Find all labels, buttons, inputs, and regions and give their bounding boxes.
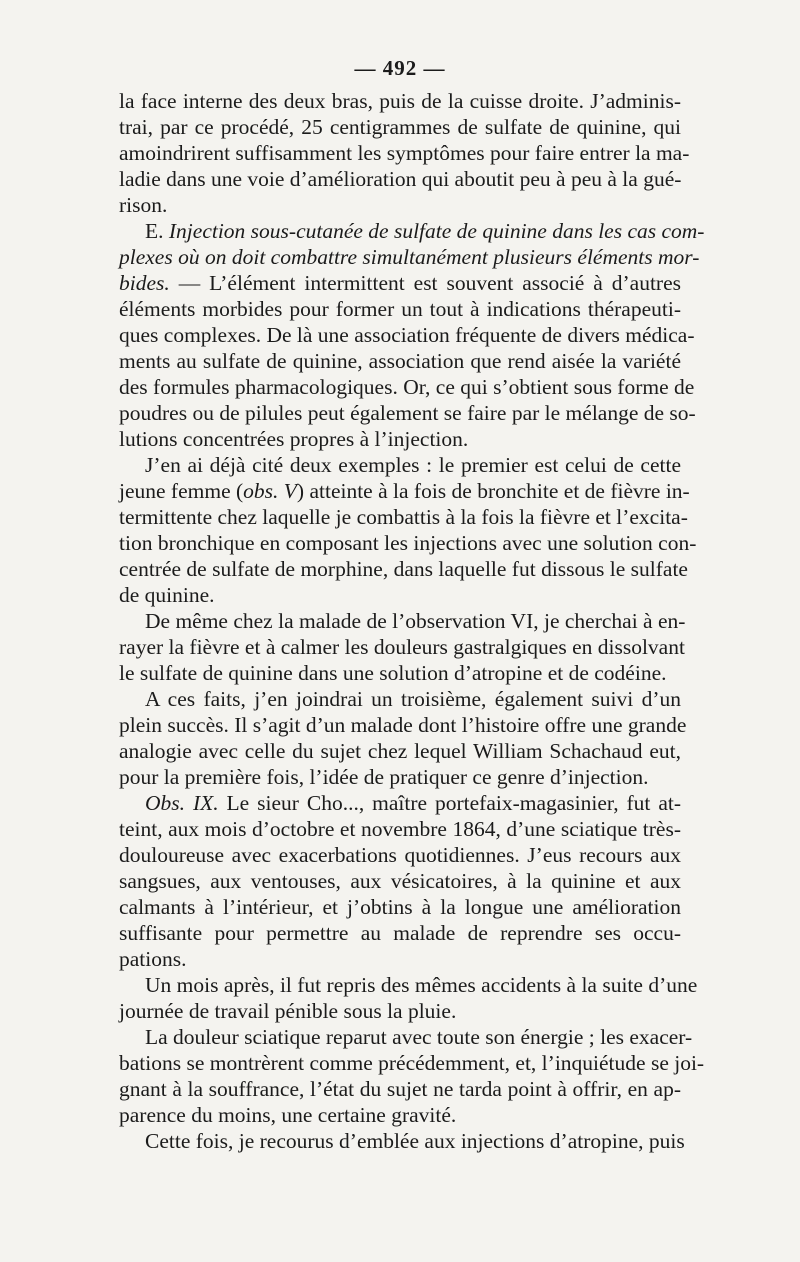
text-line: pations. xyxy=(119,947,187,971)
text-line: journée de travail pénible sous la pluie. xyxy=(119,999,457,1023)
text-line: bations se montrèrent comme précédemment, et, l’inquiétude se joi- xyxy=(119,1051,705,1075)
text-line: des formules pharmacologiques. Or, ce qui s’obtient sous forme de xyxy=(119,375,695,399)
text-line: rison. xyxy=(119,193,168,217)
text-line: lutions concentrées propres à l’injection. xyxy=(119,427,469,451)
text-line: sangsues, aux ventouses, aux vésicatoires, à la quinine et aux xyxy=(119,869,681,893)
text-line: le sulfate de quinine dans une solution d’atropine et de codéine. xyxy=(119,661,667,685)
text-line xyxy=(119,244,700,270)
text-line: Un mois après, il fut repris des mêmes accidents à la suite d’une xyxy=(145,973,698,997)
text-line: teint, aux mois d’octobre et novembre 1864, d’une sciatique très- xyxy=(119,817,681,841)
text-line: éléments morbides pour former un tout à indications thérapeuti- xyxy=(119,297,681,321)
text-line: termittente chez laquelle je combattis à la fois la fièvre et l’excita- xyxy=(119,505,688,529)
text-line: A ces faits, j’en joindrai un troisième, également suivi d’un xyxy=(145,687,681,711)
page-number: — 492 — xyxy=(354,56,446,80)
text-line: centrée de sulfate de morphine, dans laquelle fut dissous le sulfate xyxy=(119,557,688,581)
text-line: rayer la fièvre et à calmer les douleurs gastralgiques en dissolvant xyxy=(119,635,685,659)
italic-text: Injection sous-cutanée de sulfate de quinine dans les cas com- xyxy=(168,219,705,243)
text-line: parence du moins, une certaine gravité. xyxy=(119,1103,457,1127)
text-line: poudres ou de pilules peut également se faire par le mélange de so- xyxy=(119,401,696,425)
text-line xyxy=(119,218,705,244)
text-line: de quinine. xyxy=(119,583,215,607)
italic-text: Obs. IX. xyxy=(145,791,219,815)
text-line xyxy=(119,790,681,816)
text-line: La douleur sciatique reparut avec toute son énergie ; les exacer- xyxy=(145,1025,693,1049)
text-line: douloureuse avec exacerbations quotidiennes. J’eus recours aux xyxy=(119,843,681,867)
text-line: Cette fois, je recourus d’emblée aux injections d’atropine, puis xyxy=(145,1129,685,1153)
text-line: J’en ai déjà cité deux exemples : le premier est celui de cette xyxy=(145,453,681,477)
italic-text: obs. V xyxy=(243,479,297,503)
italic-text: bides. xyxy=(119,271,170,295)
italic-text: plexes où on doit combattre simultanément plusieurs éléments mor- xyxy=(119,245,700,269)
text-line xyxy=(119,270,681,296)
text-line: amoindrirent suffisamment les symptômes pour faire entrer la ma- xyxy=(119,141,690,165)
text-line: trai, par ce procédé, 25 centigrammes de sulfate de quinine, qui xyxy=(119,115,681,139)
text-line: calmants à l’intérieur, et j’obtins à la longue une amélioration xyxy=(119,895,681,919)
text-line: ladie dans une voie d’amélioration qui aboutit peu à peu à la gué- xyxy=(119,167,682,191)
text-line: gnant à la souffrance, l’état du sujet ne tarda point à offrir, en ap- xyxy=(119,1077,681,1101)
text-line: pour la première fois, l’idée de pratiquer ce genre d’injection. xyxy=(119,765,649,789)
text-line: tion bronchique en composant les injections avec une solution con- xyxy=(119,531,697,555)
text-span: Le sieur Cho..., maître portefaix-magasinier, fut at- xyxy=(218,791,682,815)
text-span: E. xyxy=(145,219,169,243)
text-span: jeune femme ( xyxy=(119,479,244,503)
text-line: ments au sulfate de quinine, association que rend aisée la variété xyxy=(119,349,681,373)
text-line: De même chez la malade de l’observation VI, je cherchai à en- xyxy=(145,609,686,633)
text-line: plein succès. Il s’agit d’un malade dont l’histoire offre une grande xyxy=(119,713,687,737)
text-line: la face interne des deux bras, puis de la cuisse droite. J’adminis- xyxy=(119,89,681,113)
text-line: analogie avec celle du sujet chez lequel William Schachaud eut, xyxy=(119,739,681,763)
text-span: ) atteinte à la fois de bronchite et de fièvre in- xyxy=(296,479,690,503)
body-text xyxy=(119,88,705,1154)
text-span: — L’élément intermittent est souvent associé à d’autres xyxy=(169,271,681,295)
text-line: ques complexes. De là une association fréquente de divers médica- xyxy=(119,323,695,347)
text-line: suffisante pour permettre au malade de reprendre ses occu- xyxy=(119,921,681,945)
text-line xyxy=(119,478,690,504)
